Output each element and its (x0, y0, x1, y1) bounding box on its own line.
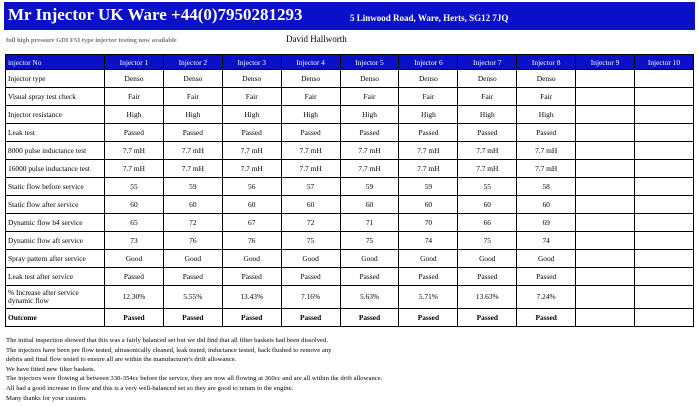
table-cell: 60 (163, 196, 222, 214)
table-cell: Denso (281, 70, 340, 88)
table-cell (635, 268, 694, 286)
table-cell (635, 309, 694, 327)
table-cell: 73 (105, 232, 164, 250)
table-cell (576, 250, 635, 268)
table-body (6, 70, 694, 327)
table-cell: Passed (281, 124, 340, 142)
table-row (6, 106, 694, 124)
note-line: We have fitted new filter baskets. (6, 365, 96, 373)
table-cell: Fair (163, 88, 222, 106)
table-cell (635, 214, 694, 232)
row-label: Leak test (6, 124, 105, 142)
table-cell: Passed (105, 268, 164, 286)
table-row (6, 214, 694, 232)
table-cell: Passed (163, 124, 222, 142)
row-label: Dynamic flow b4 service (6, 214, 105, 232)
table-cell (576, 232, 635, 250)
note-line: The injectors were flowing at between 330-354cc before the service, they are now all flowing at 360cc and are all within the drift allowance. (6, 375, 383, 383)
table-cell: 70 (399, 214, 458, 232)
table-cell: 76 (163, 232, 222, 250)
table-cell (576, 309, 635, 327)
service-tagline: full high pressure GDI FSI type injector testing now available (6, 37, 177, 44)
table-row (6, 70, 694, 88)
table-row (6, 88, 694, 106)
table-cell: 58 (517, 178, 576, 196)
row-label: Static flow after service (6, 196, 105, 214)
note-line: The initial inspection showed that this was a fairly balanced set but we did find that all filter baskets had been dissolved. (6, 337, 329, 344)
table-cell: High (281, 106, 340, 124)
row-label: Leak test after service (6, 268, 105, 286)
table-cell: Passed (163, 268, 222, 286)
table-cell (576, 268, 635, 286)
table-cell: 55 (105, 178, 164, 196)
table-cell: High (458, 106, 517, 124)
column-header: Injector 7 (458, 55, 517, 70)
row-label: Injector resistance (6, 106, 105, 124)
note-line: The injectors have been pre flow tested, ultrasonically cleaned, leak tested, inductance tested, back flushed to remove any (6, 346, 332, 354)
table-cell: 56 (222, 178, 281, 196)
table-cell: 7.16% (281, 286, 340, 309)
table-cell: Good (222, 250, 281, 268)
table-cell: 7.7 mH (105, 160, 164, 178)
table-cell (635, 196, 694, 214)
table-cell: 60 (340, 196, 399, 214)
table-cell: 60 (222, 196, 281, 214)
table-row (6, 178, 694, 196)
table-cell: 57 (281, 178, 340, 196)
table-cell (576, 106, 635, 124)
table-cell: Passed (222, 124, 281, 142)
table-cell (635, 250, 694, 268)
table-cell: 60 (517, 196, 576, 214)
business-address: 5 Linwood Road, Ware, Herts, SG12 7JQ (350, 13, 509, 23)
table-cell: Denso (105, 70, 164, 88)
table-cell: Good (399, 250, 458, 268)
table-cell: Passed (222, 268, 281, 286)
table-cell: 7.7 mH (222, 160, 281, 178)
table-cell (576, 214, 635, 232)
table-row (6, 232, 694, 250)
table-row (6, 309, 694, 327)
table-cell: 7.7 mH (517, 142, 576, 160)
table-cell: High (517, 106, 576, 124)
table-cell: Passed (340, 309, 399, 327)
table-row (6, 250, 694, 268)
table-cell: High (105, 106, 164, 124)
table-cell (576, 70, 635, 88)
table-cell: 7.7 mH (105, 142, 164, 160)
injector-results-table (5, 54, 694, 327)
table-row (6, 124, 694, 142)
row-label: Outcome (6, 309, 105, 327)
table-cell: Good (517, 250, 576, 268)
note-line: Many thanks for your custom. (6, 394, 87, 402)
table-cell: 7.7 mH (340, 160, 399, 178)
table-cell: 7.7 mH (399, 160, 458, 178)
note-line: debris and final flow tested to ensure all are within the manufacturer's drift allowance. (6, 356, 237, 364)
header-corner: injector No (6, 55, 105, 70)
table-row (6, 142, 694, 160)
column-header: Injector 3 (222, 55, 281, 70)
table-cell: Fair (281, 88, 340, 106)
table-cell: Good (163, 250, 222, 268)
row-label: Injector type (6, 70, 105, 88)
table-cell: 65 (105, 214, 164, 232)
table-header-row (6, 55, 694, 70)
table-cell: High (222, 106, 281, 124)
table-cell: 13.63% (458, 286, 517, 309)
column-header: Injector 6 (399, 55, 458, 70)
table-cell: Passed (517, 268, 576, 286)
table-cell: Passed (458, 124, 517, 142)
column-header: Injector 10 (635, 55, 694, 70)
table-cell (576, 88, 635, 106)
table-cell: 66 (458, 214, 517, 232)
table-cell (576, 286, 635, 309)
table-cell: 60 (105, 196, 164, 214)
table-cell: 60 (399, 196, 458, 214)
table-cell (635, 142, 694, 160)
table-cell: 71 (340, 214, 399, 232)
table-cell (635, 106, 694, 124)
column-header: Injector 4 (281, 55, 340, 70)
table-cell: 69 (517, 214, 576, 232)
table-cell: High (163, 106, 222, 124)
table-cell: 60 (281, 196, 340, 214)
table-row (6, 268, 694, 286)
service-notes (6, 336, 694, 403)
table-cell: 7.7 mH (458, 160, 517, 178)
table-cell: Fair (105, 88, 164, 106)
table-cell: Good (340, 250, 399, 268)
header-banner (4, 2, 695, 30)
table-cell: Fair (222, 88, 281, 106)
table-cell: Good (281, 250, 340, 268)
table-cell: 5.63% (340, 286, 399, 309)
table-row (6, 196, 694, 214)
table-cell: Passed (399, 268, 458, 286)
table-cell: 67 (222, 214, 281, 232)
table-cell: 7.7 mH (399, 142, 458, 160)
row-label: % Increase after service dynamic flow (6, 286, 105, 309)
table-cell: 76 (222, 232, 281, 250)
table-cell: 74 (517, 232, 576, 250)
table-cell: Passed (105, 124, 164, 142)
table-cell: Denso (340, 70, 399, 88)
table-cell (576, 124, 635, 142)
table-cell: High (340, 106, 399, 124)
table-cell: 7.24% (517, 286, 576, 309)
table-cell: Passed (399, 309, 458, 327)
table-cell: Passed (458, 309, 517, 327)
table-cell (576, 142, 635, 160)
table-cell (635, 124, 694, 142)
table-cell: Passed (281, 268, 340, 286)
table-cell: Fair (340, 88, 399, 106)
table-cell (635, 70, 694, 88)
table-cell: 75 (340, 232, 399, 250)
column-header: Injector 5 (340, 55, 399, 70)
table-cell: 59 (340, 178, 399, 196)
table-cell: 7.7 mH (163, 160, 222, 178)
table-cell: 7.7 mH (458, 142, 517, 160)
table-cell: Fair (399, 88, 458, 106)
row-label: Spray pattern after service (6, 250, 105, 268)
table-cell: Passed (163, 309, 222, 327)
table-cell: 74 (399, 232, 458, 250)
table-cell: 7.7 mH (163, 142, 222, 160)
table-cell: Passed (105, 309, 164, 327)
row-label: Dynamic flow aft service (6, 232, 105, 250)
table-cell: Fair (458, 88, 517, 106)
note-line: All had a good increase in flow and this is a very well-balanced set so they are good to return to the engine. (6, 384, 294, 392)
table-cell: Passed (517, 309, 576, 327)
row-label: Visual spray test check (6, 88, 105, 106)
table-cell: Passed (517, 124, 576, 142)
table-cell: 12.30% (105, 286, 164, 309)
column-header: Injector 9 (576, 55, 635, 70)
table-cell: 59 (399, 178, 458, 196)
table-cell (576, 178, 635, 196)
table-cell: 5.71% (399, 286, 458, 309)
table-row (6, 160, 694, 178)
table-cell (635, 232, 694, 250)
table-cell: 72 (163, 214, 222, 232)
table-cell: 75 (458, 232, 517, 250)
table-cell: 7.7 mH (222, 142, 281, 160)
table-cell: Fair (517, 88, 576, 106)
table-cell: Passed (281, 309, 340, 327)
table-cell: 72 (281, 214, 340, 232)
table-cell (576, 160, 635, 178)
table-cell: 13.43% (222, 286, 281, 309)
table-cell: 59 (163, 178, 222, 196)
table-cell (635, 88, 694, 106)
business-title: Mr Injector UK Ware +44(0)7950281293 (8, 5, 303, 24)
row-label: Static flow before service (6, 178, 105, 196)
table-cell (635, 178, 694, 196)
column-header: Injector 8 (517, 55, 576, 70)
table-cell: Denso (458, 70, 517, 88)
table-cell (576, 196, 635, 214)
table-cell: Denso (222, 70, 281, 88)
table-cell: 7.7 mH (281, 142, 340, 160)
table-cell: Passed (340, 124, 399, 142)
table-cell: High (399, 106, 458, 124)
table-cell: Good (458, 250, 517, 268)
table-row (6, 286, 694, 309)
table-cell: Passed (340, 268, 399, 286)
table-cell: 7.7 mH (517, 160, 576, 178)
table-cell: Passed (222, 309, 281, 327)
table-cell: Denso (517, 70, 576, 88)
table-cell: Denso (399, 70, 458, 88)
table-cell: Passed (458, 268, 517, 286)
table-cell (635, 286, 694, 309)
table-cell: 55 (458, 178, 517, 196)
table-cell: 7.7 mH (340, 142, 399, 160)
table-cell: 5.55% (163, 286, 222, 309)
row-label: 8000 pulse inductance test (6, 142, 105, 160)
table-cell (635, 160, 694, 178)
table-cell: 7.7 mH (281, 160, 340, 178)
table-cell: Good (105, 250, 164, 268)
customer-name: David Hallworth (286, 34, 347, 44)
table-cell: 75 (281, 232, 340, 250)
table-cell: Denso (163, 70, 222, 88)
column-header: Injector 1 (105, 55, 164, 70)
table-cell: 60 (458, 196, 517, 214)
table-cell: Passed (399, 124, 458, 142)
row-label: 16000 pulse inductance test (6, 160, 105, 178)
column-header: Injector 2 (163, 55, 222, 70)
